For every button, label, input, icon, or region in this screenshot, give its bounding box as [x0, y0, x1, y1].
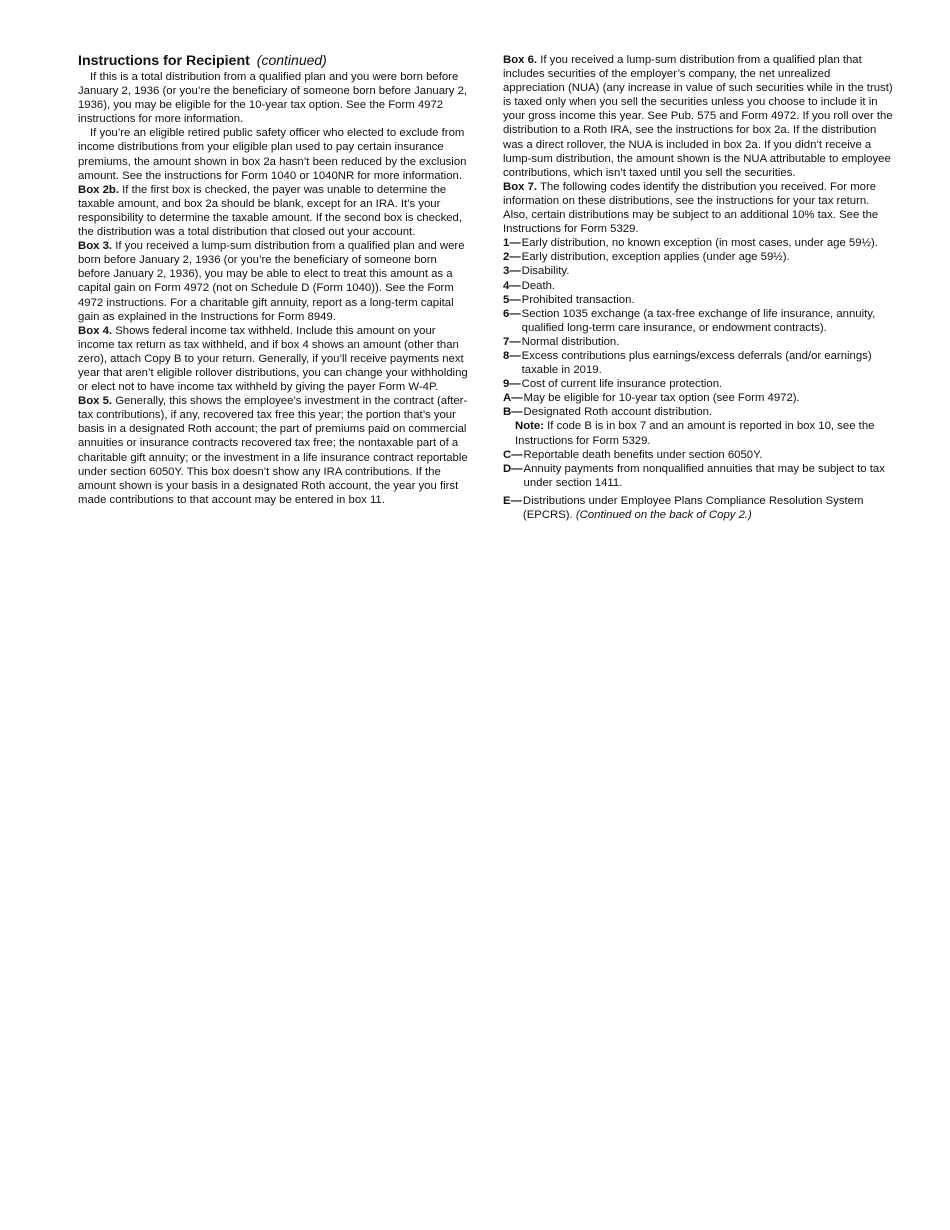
code-text: Designated Roth account distribution. [523, 406, 713, 419]
heading-suffix: (continued) [256, 52, 327, 68]
code-text: Death. [521, 279, 556, 292]
code-label: 2 [503, 251, 510, 264]
note-text: If code B is in box 7 and an amount is reported in box 10, see the Instructions for Form 5329. [515, 420, 875, 447]
code-dash: — [509, 349, 521, 362]
code-row-2 [503, 250, 895, 264]
code-dash: — [509, 307, 521, 320]
code-row-5 [503, 293, 895, 307]
box-6-label: Box 6. [503, 54, 538, 66]
code-row-c [503, 448, 895, 462]
box-5-section [78, 394, 470, 507]
code-row-1 [503, 236, 895, 250]
code-e-text: Distributions under Employee Plans Compliance Resolution System (EPCRS). [522, 494, 864, 521]
code-dash: — [510, 494, 522, 507]
code-dash: — [511, 448, 523, 461]
code-text: Reportable death benefits under section 6050Y. [523, 448, 763, 461]
code-row-a [503, 391, 895, 405]
code-text: Disability. [521, 265, 570, 278]
code-label: 1 [503, 237, 510, 250]
box-6-text: If you received a lump-sum distribution from a qualified plan that includes securities of the employer’s company, the net unrealized appreciation (NUA) (any increase in value of such securities while in the trust) is taxed only when you sell the securities unless you choose to include it in your gross income this year. See Pub. 575 and Form 4972. If you roll over the distribution to a Roth IRA, see the instructions for box 2a. If the distribution was a direct rollover, the NUA is included in box 2a. If you didn’t receive a lump-sum distribution, the amount shown is the NUA attributable to employee contributions, which isn’t taxed until you sell the securities. [503, 54, 893, 179]
code-text: Cost of current life insurance protection. [521, 378, 723, 391]
code-row-7 [503, 335, 895, 349]
box-4-text: Shows federal income tax withheld. Include this amount on your income tax return as tax withheld, and if box 4 shows an amount (other than zero), attach Copy B to your return. Generally, if you’ll receive payments next year that aren’t eligible rollover distributions, you can change your withholding or elect not to have income tax withheld by giving the payer Form W-4P. [78, 324, 468, 394]
code-dash: — [509, 265, 521, 278]
code-text: Early distribution, exception applies (under age 59½). [521, 251, 790, 264]
code-dash: — [509, 237, 521, 250]
code-text: Annuity payments from nonqualified annuities that may be subject to tax under section 1411. [523, 462, 885, 489]
box-2b-text: If the first box is checked, the payer was unable to determine the taxable amount, and box 2a should be blank, except for an IRA. It’s your responsibility to determine the taxable amount. If the second box is checked, the distribution was a total distribution that closed out your account. [78, 183, 463, 239]
code-label: D [503, 462, 512, 475]
box-3-text: If you received a lump-sum distribution from a qualified plan and were born before January 2, 1936 (or you’re the beneficiary of someone born before January 2, 1936), you may be able to elect to treat this amount as a capital gain on Form 4972 (not on Schedule D (Form 1040)). See the Form 4972 instructions. For a charitable gift annuity, report as a long-term capital gain as explained in the Instructions for Form 8949. [78, 240, 465, 323]
code-label: 7 [503, 335, 510, 348]
code-label: B [503, 406, 512, 419]
code-label: 4 [503, 279, 510, 292]
code-text [523, 494, 895, 522]
distribution-codes-list [503, 236, 895, 522]
code-row-e [503, 494, 895, 522]
continued-note: (Continued on the back of Copy 2.) [575, 509, 752, 521]
box-6-section [503, 53, 895, 180]
page-title [78, 52, 470, 70]
code-label: 5 [503, 293, 510, 306]
code-text: Prohibited transaction. [521, 293, 635, 306]
box-5-text: Generally, this shows the employee’s investment in the contract (after-tax contributions), if any, recovered tax free this year; the portion that’s your basis in a designated Roth account; the part of premiums paid on commercial annuities or insurance contracts recovered tax free; the nontaxable part of a charitable gift annuity; or the investment in a life insurance contract reportable under section 6050Y. This box doesn’t show any IRA contributions. If the amount shown is your basis in a designated Roth account, the year you first made contributions to that account may be entered in box 11. [78, 395, 468, 506]
code-row-4 [503, 279, 895, 293]
box-3-section [78, 239, 470, 324]
code-dash: — [509, 335, 521, 348]
box-5-label: Box 5. [78, 395, 113, 408]
code-dash: — [511, 392, 523, 405]
code-dash: — [509, 251, 521, 264]
code-label: 8 [503, 349, 510, 362]
code-text: Early distribution, no known exception (in most cases, under age 59½). [521, 237, 878, 250]
box-3-label: Box 3. [78, 240, 113, 253]
box-4-section [78, 324, 470, 394]
paragraph-public-safety-officer: If you’re an eligible retired public safety officer who elected to exclude from income distributions from your eligible plan used to pay certain insurance premiums, the amount shown in box 2a hasn’t been reduced by the exclusion amount. See the instructions for Form 1040 or 1040NR for more information. [78, 127, 467, 182]
code-text: Normal distribution. [521, 335, 620, 348]
box-7-label: Box 7. [503, 180, 538, 193]
code-row-8 [503, 349, 895, 377]
code-row-3 [503, 264, 895, 278]
left-column [78, 52, 470, 507]
box-7-text: The following codes identify the distribution you received. For more information on these distributions, see the instructions for your tax return. Also, certain distributions may be subject to an additional 10% tax. See the Instructions for Form 5329. [503, 180, 879, 236]
code-label: C [503, 448, 512, 461]
code-label: 9 [503, 378, 510, 391]
code-label: E [503, 494, 511, 507]
box-2b-label: Box 2b. [78, 183, 119, 196]
code-label: 3 [503, 265, 510, 278]
code-row-b [503, 405, 895, 419]
code-row-6 [503, 307, 895, 335]
code-dash: — [509, 378, 521, 391]
heading-text: Instructions for Recipient [78, 53, 250, 69]
code-text: Excess contributions plus earnings/excess deferrals (and/or earnings) taxable in 2019. [521, 349, 872, 377]
code-text: Section 1035 exchange (a tax-free exchange of life insurance, annuity, qualified long-term care insurance, or endowment contracts). [521, 307, 876, 334]
paragraph-total-distribution: If this is a total distribution from a qualified plan and you were born before January 2, 1936 (or you’re the beneficiary of someone born before January 2, 1936), you may be eligible for the 10-year tax option. See the Form 4972 instructions for more information. [78, 71, 468, 126]
code-row-d [503, 462, 895, 490]
code-label: A [503, 392, 512, 405]
note-label: Note: [515, 420, 544, 433]
right-column [503, 53, 895, 522]
box-2b-section [78, 183, 470, 239]
code-dash: — [511, 406, 523, 419]
code-b-note [503, 419, 895, 447]
code-dash: — [509, 279, 521, 292]
box-4-label: Box 4. [78, 324, 113, 337]
code-text: May be eligible for 10-year tax option (see Form 4972). [523, 392, 800, 405]
code-row-9 [503, 377, 895, 391]
code-label: 6 [503, 307, 510, 320]
code-dash: — [511, 462, 523, 475]
code-dash: — [509, 293, 521, 306]
box-7-section [503, 180, 895, 236]
